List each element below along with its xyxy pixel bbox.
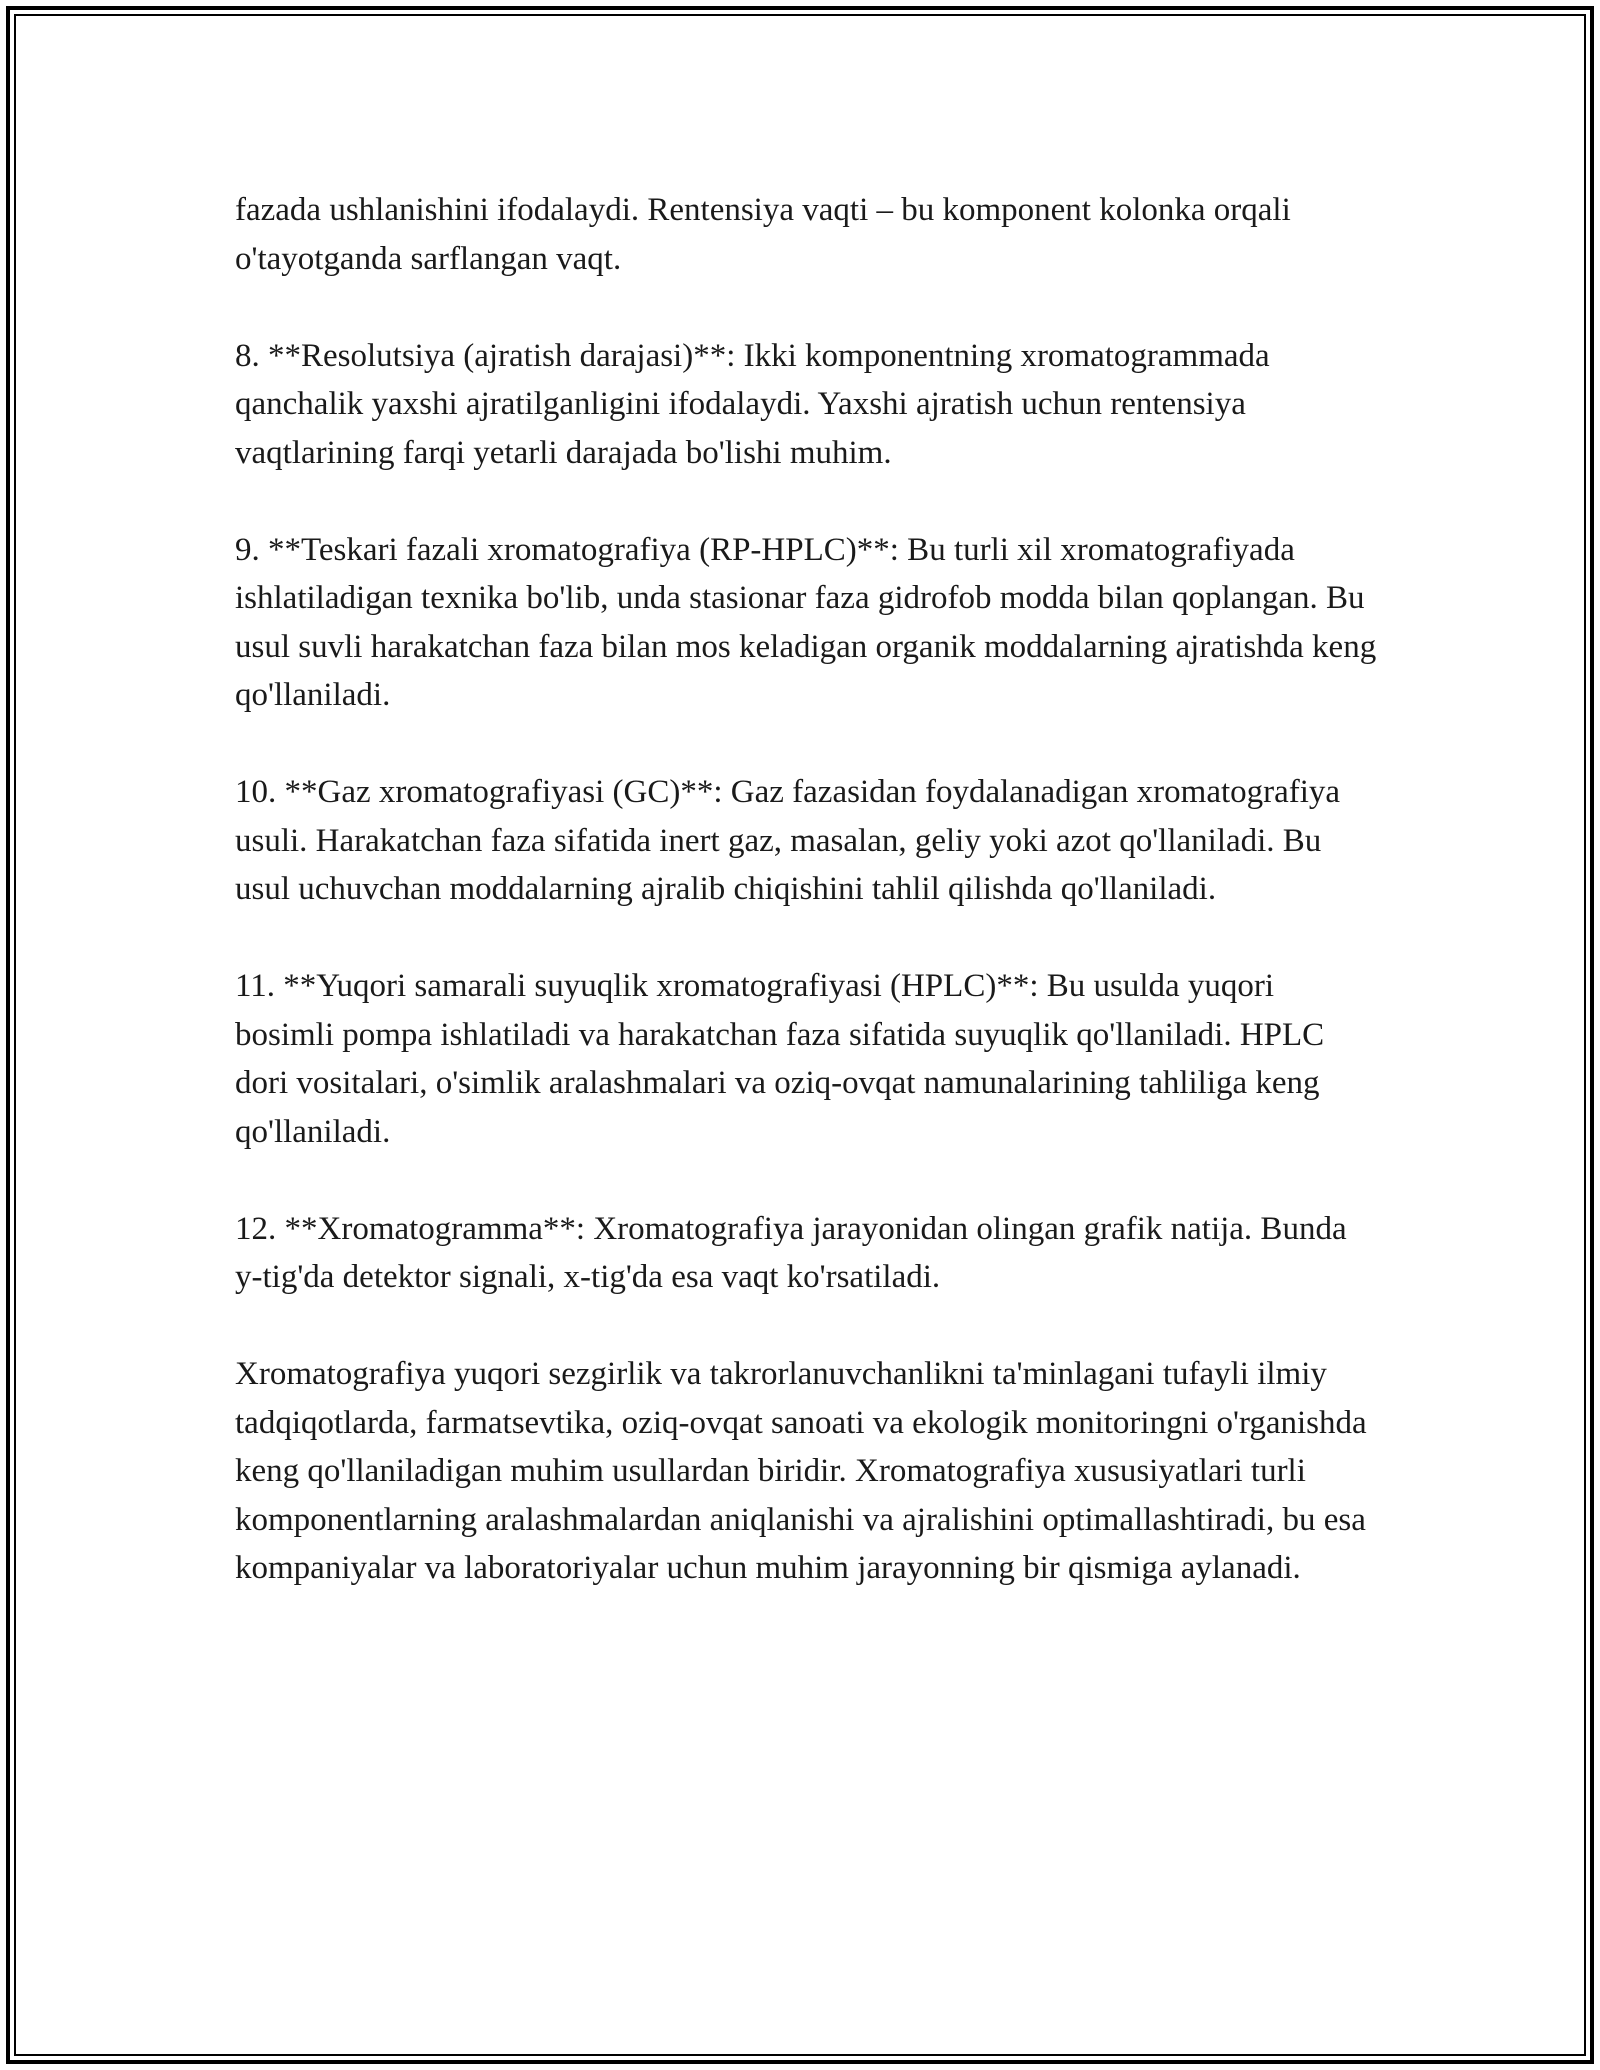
paragraph-conclusion: Xromatografiya yuqori sezgirlik va takrorlanuvchanlikni ta'minlagani tufayli ilmiy tadqiqotlarda, farmatsevtika, oziq-ovqat sanoati va ekologik monitoringni o'rganishda keng qo'llaniladigan muhim usullardan biridir. Xromatografiya xususiyatlari turli komponentlarning aralashmalardan aniqlanishi va ajralishini optimallashtiradi, bu esa kompaniyalar va laboratoriyalar uchun muhim jarayonning bir qismiga aylanadi.	[235, 1356, 1367, 1586]
paragraph-rp-hplc: 9. **Teskari fazali xromatografiya (RP-HPLC)**: Bu turli xil xromatografiyada ishlatiladigan texnika bo'lib, unda stasionar faza gidrofob modda bilan qoplangan. Bu usul suvli harakatchan faza bilan mos keladigan organik moddalarning ajratishda keng qo'llaniladi.	[235, 531, 1377, 713]
paragraph-chromatogram: 12. **Xromatogramma**: Xromatografiya jarayonidan olingan grafik natija. Bunda y-tig'da detektor signali, x-tig'da esa vaqt ko'rsatiladi.	[235, 1210, 1347, 1295]
paragraph-gas-chromatography: 10. **Gaz xromatografiyasi (GC)**: Gaz fazasidan foydalanadigan xromatografiya usuli. Harakatchan faza sifatida inert gaz, masalan, geliy yoki azot qo'llaniladi. Bu usul uchuvchan moddalarning ajralib chiqishini tahlil qilishda qo'llaniladi.	[235, 774, 1341, 907]
document-body	[235, 186, 1380, 1593]
paragraph-resolution: 8. **Resolutsiya (ajratish darajasi)**: Ikki komponentning xromatogrammada qanchalik yaxshi ajratilganligini ifodalaydi. Yaxshi ajratish uchun rentensiya vaqtlarining farqi yetarli darajada bo'lishi muhim.	[235, 337, 1270, 471]
paragraph-hplc: 11. **Yuqori samarali suyuqlik xromatografiyasi (HPLC)**: Bu usulda yuqori bosimli pompa ishlatiladi va harakatchan faza sifatida suyuqlik qo'llaniladi. HPLC dori vositalari, o'simlik aralashmalari va oziq-ovqat namunalarining tahliliga keng qo'llaniladi.	[235, 968, 1325, 1150]
paragraph-retention-continued: fazada ushlanishini ifodalaydi. Rentensiya vaqti – bu komponent kolonka orqali o'tayotganda sarflangan vaqt.	[235, 192, 1291, 277]
